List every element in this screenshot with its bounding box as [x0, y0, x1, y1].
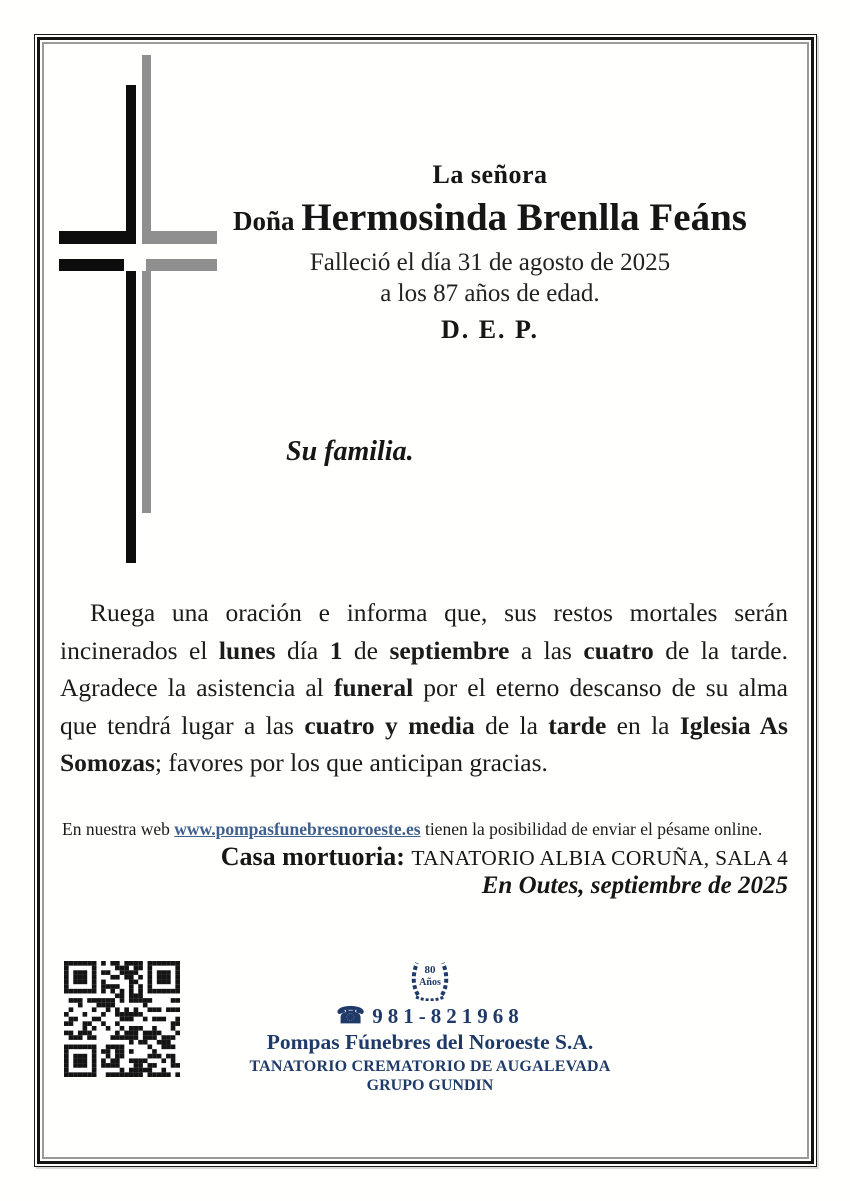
cross-black-arm-upper [59, 231, 136, 244]
name-line [185, 195, 795, 240]
web-line-prefix: En nuestra web [62, 819, 175, 839]
family-signature: Su familia. [286, 436, 414, 467]
dep-abbreviation: D. E. P. [440, 315, 540, 344]
header [185, 160, 795, 345]
cross-gray-vertical-top [142, 55, 151, 231]
group-name: GRUPO GUNDIN [366, 1077, 494, 1094]
phone-number: 981-821968 [372, 1004, 524, 1028]
crematorium-name: TANATORIO CREMATORIO DE AUGALEVADA [249, 1058, 611, 1075]
web-line-suffix: tienen la posibilidad de enviar el pésame online. [420, 819, 763, 839]
cross-black-vertical-top [126, 85, 136, 243]
death-date-line: Falleció el día 31 de agosto de 2025 [309, 249, 671, 276]
mortuary-label: Casa mortuoria: [220, 842, 412, 871]
announcement-paragraph: Ruega una oración e informa que, sus restos mortales serán incinerados el lunes día 1 de septiembre a las cuatro de la tarde. Agradece la asistencia al funeral por el eterno descanso de su alma que tendrá lugar a las cuatro y media de la tarde en la Iglesia As Somozas; favores por los que anticipan gracias. [60, 598, 788, 778]
web-line [62, 819, 790, 840]
age-line: a los 87 años de edad. [380, 280, 600, 307]
anniversary-laurel-icon [402, 953, 458, 1001]
cross-black-arm-lower [59, 259, 124, 271]
phone-row [230, 1003, 630, 1029]
svg-text:Años: Años [419, 977, 441, 988]
cross-gray-vertical-bottom [142, 271, 151, 513]
svg-text:80: 80 [424, 964, 436, 976]
dateline: En Outes, septiembre de 2025 [481, 872, 788, 899]
condolence-link[interactable]: www.pompasfunebresnoroeste.es [174, 819, 421, 839]
deceased-name: Hermosinda Brenlla Feáns [301, 196, 747, 239]
salutation: La señora [432, 160, 548, 189]
company-name: Pompas Fúnebres del Noroeste S.A. [266, 1030, 594, 1054]
mortuary-line [60, 842, 788, 872]
phone-icon: ☎ [336, 1003, 367, 1028]
cross-black-vertical-bottom [126, 271, 136, 563]
mortuary-value: TANATORIO ALBIA CORUÑA, SALA 4 [411, 846, 788, 870]
funeral-home-block [230, 953, 630, 1095]
qr-code [64, 961, 180, 1077]
honorific: Doña [233, 206, 302, 236]
